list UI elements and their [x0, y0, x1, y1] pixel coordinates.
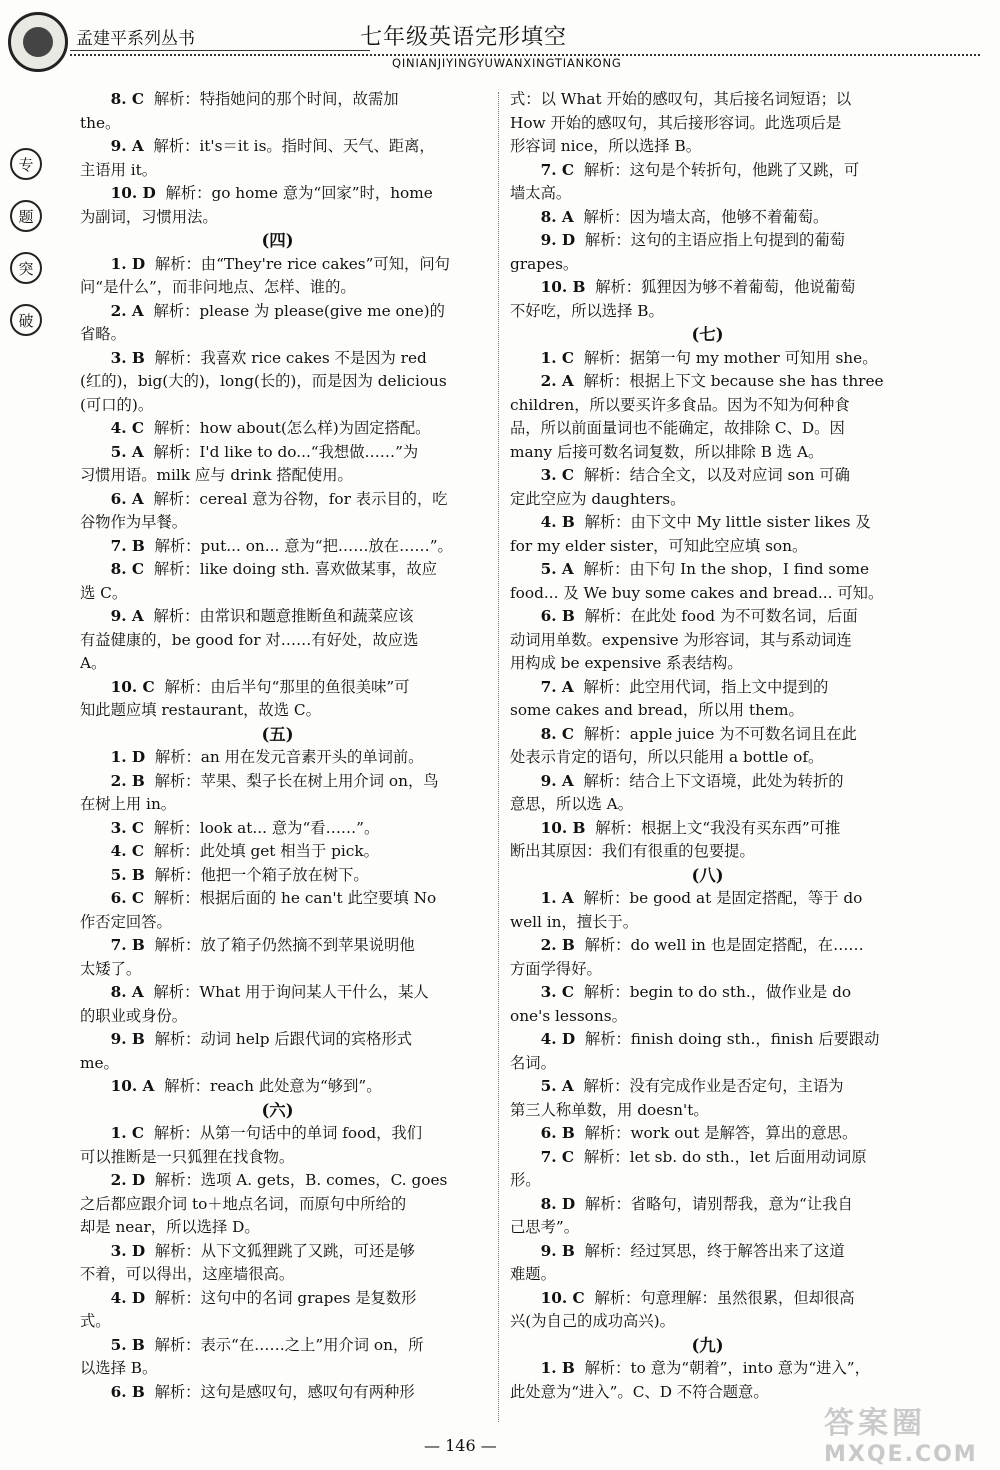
- series-name: 孟建平系列丛书: [76, 29, 195, 49]
- answer-item: [80, 1169, 475, 1193]
- answer-explanation: 解析：选项 A. gets，B. comes，C. goes: [154, 1171, 448, 1189]
- answer-item: [80, 488, 475, 512]
- watermark-logo: [824, 1398, 984, 1467]
- explanation-continuation: 兴(为自己的成功高兴)。: [510, 1312, 675, 1330]
- explanation-continuation: 可以推断是一只狐狸在找食物。: [80, 1147, 295, 1166]
- explanation-continuation: 为副词，习惯用法。: [80, 207, 218, 226]
- answer-choice: 5. A: [540, 560, 574, 578]
- answer-item: [80, 1381, 475, 1405]
- answer-choice: 2. B: [110, 771, 145, 790]
- explanation-continuation: (可口的)。: [80, 395, 154, 414]
- book-title-pinyin: QINIANJIYINGYUWANXINGTIANKONG: [392, 56, 622, 70]
- explanation-continuation: 知此题应填 restaurant，故选 C。: [80, 701, 321, 719]
- answer-explanation: 解析：因为墙太高，他够不着葡萄。: [583, 207, 829, 226]
- answer-explanation: 解析：an 用在发元音素开头的单词前。: [154, 748, 424, 766]
- answer-item: [80, 817, 475, 841]
- explanation-continuation: 第三人称单数，用 doesn't。: [510, 1100, 709, 1119]
- answer-explanation: 解析：What 用于询问某人干什么，某人: [153, 983, 429, 1001]
- explanation-continuation: 形。: [510, 1171, 541, 1189]
- answer-explanation: 解析：狐狸因为够不着葡萄，他说葡萄: [595, 278, 856, 296]
- answer-explanation: 解析：特指她问的那个时间，故需加: [153, 90, 399, 108]
- explanation-continuation: 此处意为“进入”。C、D 不符合题意。: [510, 1382, 769, 1401]
- header-rule: [70, 50, 370, 51]
- answer-choice: 3. B: [110, 348, 145, 367]
- answer-choice: 9. A: [540, 771, 574, 790]
- explanation-continuation: 意思，所以选 A。: [510, 795, 633, 813]
- explanation-continuation: 的职业或身份。: [80, 1006, 188, 1025]
- answer-explanation: 解析：我喜欢 rice cakes 不是因为 red: [154, 348, 427, 367]
- answer-explanation: 解析：这句是个转折句，他跳了又跳，可: [583, 160, 860, 179]
- explanation-continuation: 在树上用 in。: [80, 795, 177, 813]
- explanation-continuation: well in，擅长于。: [510, 912, 639, 931]
- answer-item: [510, 605, 905, 629]
- answer-item: [510, 229, 905, 253]
- explanation-continuation: 断出其原因：我们有很重的包要提。: [510, 842, 755, 860]
- answer-item: [510, 206, 905, 230]
- answer-item: [80, 1240, 475, 1264]
- answer-explanation: 解析：从下文狐狸跳了又跳，可还是够: [154, 1241, 415, 1260]
- answer-explanation: 解析：据第一句 my mother 可知用 she。: [583, 348, 878, 367]
- answer-item: [510, 770, 905, 794]
- answer-explanation: 解析：like doing sth. 喜欢做某事，故应: [153, 560, 438, 578]
- explanation-continuation: 主语用 it。: [80, 160, 158, 179]
- explanation-continuation: 名词。: [510, 1053, 556, 1072]
- answer-explanation: 解析：放了箱子仍然摘不到苹果说明他: [154, 936, 415, 954]
- answer-choice: 1. C: [540, 348, 575, 367]
- answer-choice: 5. A: [110, 442, 144, 461]
- answer-choice: 5. B: [110, 865, 145, 884]
- publisher-logo: [8, 12, 68, 72]
- answer-item: [510, 1146, 905, 1170]
- answer-choice: 4. B: [540, 513, 575, 531]
- answer-item: [80, 840, 475, 864]
- explanation-continuation: 之后都应跟介词 to＋地点名词，而原句中所给的: [80, 1194, 407, 1213]
- answer-item: [80, 1075, 475, 1099]
- answer-explanation: 解析：how about(怎么样)为固定搭配。: [153, 419, 431, 437]
- answer-choice: 7. C: [540, 1147, 575, 1166]
- explanation-continuation: 选 C。: [80, 583, 128, 602]
- answer-choice: 5. B: [110, 1335, 145, 1354]
- sidebar-char: 突: [10, 252, 42, 284]
- column-divider: [498, 92, 499, 1422]
- answer-item: [510, 676, 905, 700]
- topic-sidebar: [10, 148, 44, 356]
- answer-choice: 5. A: [540, 1077, 574, 1095]
- section-heading: (四): [261, 231, 294, 250]
- answer-explanation: 解析：没有完成作业是否定句，主语为: [583, 1077, 844, 1095]
- answer-item: [510, 347, 905, 371]
- answer-item: [510, 1357, 905, 1381]
- answer-explanation: 解析：这句是感叹句，感叹句有两种形: [154, 1382, 415, 1401]
- explanation-continuation: How 开始的感叹句，其后接形容词。此选项后是: [510, 113, 842, 132]
- answer-explanation: 解析：apple juice 为不可数名词且在此: [583, 724, 857, 743]
- answer-explanation: 解析：结合全文，以及对应词 son 可确: [583, 466, 850, 484]
- sidebar-char: 题: [10, 200, 42, 232]
- explanation-continuation: 以选择 B。: [80, 1359, 158, 1377]
- answer-choice: 7. B: [110, 936, 145, 954]
- answer-item: [510, 370, 905, 394]
- explanation-continuation: 难题。: [510, 1265, 556, 1283]
- explanation-continuation: 方面学得好。: [510, 959, 602, 978]
- answer-explanation: 解析：结合上下文语境，此处为转折的: [583, 771, 844, 790]
- answer-explanation: 解析：这句的主语应指上句提到的葡萄: [584, 231, 845, 249]
- answer-choice: 1. D: [110, 254, 146, 273]
- answer-item: [80, 300, 475, 324]
- answer-explanation: 解析：to 意为“朝着”，into 意为“进入”，: [584, 1359, 870, 1377]
- section-heading: (九): [691, 1335, 724, 1355]
- explanation-continuation: 己思考”。: [510, 1218, 580, 1236]
- answer-item: [510, 1075, 905, 1099]
- explanation-continuation: me。: [80, 1053, 119, 1072]
- answer-item: [80, 746, 475, 770]
- explanation-continuation: 式：以 What 开始的感叹句，其后接名词短语；以: [510, 90, 852, 108]
- answer-choice: 10. A: [110, 1077, 155, 1095]
- answer-choice: 10. D: [110, 184, 156, 202]
- answer-explanation: 解析：work out 是解答，算出的意思。: [584, 1124, 858, 1142]
- answer-explanation: 解析：begin to do sth.，做作业是 do: [583, 983, 852, 1001]
- explanation-continuation: 省略。: [80, 325, 126, 343]
- answer-item: [510, 1122, 905, 1146]
- answer-item: [510, 464, 905, 488]
- answer-choice: 2. A: [540, 372, 574, 390]
- answer-choice: 3. C: [540, 983, 575, 1001]
- answer-item: [510, 817, 905, 841]
- answer-choice: 6. B: [540, 1124, 575, 1142]
- answer-item: [80, 981, 475, 1005]
- answer-item: [80, 605, 475, 629]
- explanation-continuation: for my elder sister，可知此空应填 son。: [510, 536, 808, 555]
- explanation-continuation: (红的)，big(大的)，long(长的)，而是因为 delicious: [80, 372, 447, 390]
- explanation-continuation: 品，所以前面量词也不能确定，故排除 C、D。因: [510, 419, 845, 437]
- answer-explanation: 解析：please 为 please(give me one)的: [153, 301, 445, 320]
- answer-item: [80, 417, 475, 441]
- answer-item: [510, 159, 905, 183]
- explanation-continuation: 墙太高。: [510, 184, 572, 202]
- answer-explanation: 解析：由下文中 My little sister likes 及: [584, 513, 871, 531]
- explanation-continuation: 太矮了。: [80, 959, 142, 978]
- explanation-continuation: A。: [80, 654, 107, 672]
- watermark-url: MXQE.COM: [824, 1442, 978, 1467]
- answer-explanation: 解析：由常识和题意推断鱼和蔬菜应该: [153, 607, 414, 625]
- answer-choice: 9. D: [540, 231, 576, 249]
- answer-explanation: 解析：在此处 food 为不可数名词，后面: [584, 607, 858, 625]
- answer-explanation: 解析：let sb. do sth.，let 后面用动词原: [583, 1147, 867, 1166]
- answer-choice: 8. C: [110, 560, 145, 578]
- explanation-continuation: grapes。: [510, 254, 579, 273]
- answer-item: [510, 887, 905, 911]
- answer-choice: 8. C: [540, 724, 575, 743]
- answer-explanation: 解析：I'd like to do...“我想做……”为: [153, 442, 419, 461]
- answer-item: [510, 981, 905, 1005]
- answer-explanation: 解析：由“They're rice cakes”可知，问句: [154, 254, 450, 273]
- answer-item: [510, 1287, 905, 1311]
- answer-explanation: 解析：省略句，请别帮我，意为“让我自: [584, 1194, 853, 1213]
- answer-choice: 4. C: [110, 842, 145, 860]
- answer-explanation: 解析：put... on... 意为“把……放在……”。: [154, 536, 453, 555]
- answer-explanation: 解析：动词 help 后跟代词的宾格形式: [154, 1030, 413, 1048]
- explanation-continuation: 形容词 nice，所以选择 B。: [510, 137, 702, 155]
- answer-item: [80, 934, 475, 958]
- sidebar-char: 破: [10, 304, 42, 336]
- explanation-continuation: some cakes and bread，所以用 them。: [510, 701, 804, 719]
- explanation-continuation: 动词用单数。expensive 为形容词，其与系动词连: [510, 630, 852, 649]
- explanation-continuation: the。: [80, 113, 121, 132]
- answer-explanation: 解析：由下句 In the shop，I find some: [583, 560, 870, 578]
- explanation-continuation: 习惯用语。milk 应与 drink 搭配使用。: [80, 466, 353, 484]
- answer-explanation: 解析：苹果、梨子长在树上用介词 on，鸟: [154, 771, 439, 790]
- answer-item: [80, 441, 475, 465]
- answer-explanation: 解析：他把一个箱子放在树下。: [154, 865, 369, 884]
- answer-item: [80, 887, 475, 911]
- explanation-continuation: 问“是什么”，而非问地点、怎样、谁的。: [80, 278, 356, 296]
- answer-choice: 6. B: [540, 607, 575, 625]
- answer-choice: 10. C: [110, 677, 155, 696]
- answer-explanation: 解析：be good at 是固定搭配，等于 do: [583, 889, 863, 907]
- answer-explanation: 解析：根据上下文 because she has three: [583, 372, 884, 390]
- answer-explanation: 解析：finish doing sth.，finish 后要跟动: [584, 1030, 880, 1048]
- answer-choice: 7. B: [110, 536, 145, 555]
- answer-item: [510, 1193, 905, 1217]
- answer-item: [510, 1240, 905, 1264]
- explanation-continuation: children，所以要买许多食品。因为不知为何种食: [510, 395, 850, 414]
- answer-explanation: 解析：根据后面的 he can't 此空要填 No: [153, 889, 437, 907]
- answer-choice: 3. C: [540, 466, 575, 484]
- answer-item: [80, 182, 475, 206]
- answer-choice: 4. D: [110, 1288, 146, 1307]
- answer-column-left: [80, 88, 475, 1404]
- answer-explanation: 解析：表示“在……之上”用介词 on，所: [154, 1335, 424, 1354]
- answer-explanation: 解析：go home 意为“回家”时，home: [165, 184, 433, 202]
- answer-explanation: 解析：由后半句“那里的鱼很美味”可: [164, 677, 410, 696]
- explanation-continuation: 不好吃，所以选择 B。: [510, 301, 664, 320]
- answer-choice: 2. D: [110, 1171, 146, 1189]
- answer-choice: 2. B: [540, 936, 575, 954]
- answer-item: [80, 535, 475, 559]
- answer-item: [510, 558, 905, 582]
- explanation-continuation: 有益健康的，be good for 对……有好处，故应选: [80, 630, 419, 649]
- answer-explanation: 解析：句意理解：虽然很累，但却很高: [594, 1288, 855, 1307]
- answer-choice: 8. A: [540, 207, 574, 226]
- answer-item: [80, 770, 475, 794]
- answer-item: [510, 1028, 905, 1052]
- explanation-continuation: 定此空应为 daughters。: [510, 489, 686, 508]
- explanation-continuation: 却是 near，所以选择 D。: [80, 1218, 260, 1236]
- answer-choice: 8. A: [110, 983, 144, 1001]
- explanation-continuation: one's lessons。: [510, 1006, 627, 1025]
- explanation-continuation: many 后接可数名词复数，所以排除 B 选 A。: [510, 442, 824, 461]
- answer-item: [80, 253, 475, 277]
- answer-choice: 1. A: [540, 889, 574, 907]
- page-number: — 146 —: [424, 1436, 497, 1455]
- page-header: [0, 0, 1000, 80]
- answer-item: [510, 511, 905, 535]
- answer-choice: 2. A: [110, 301, 144, 320]
- answer-choice: 6. A: [110, 489, 144, 508]
- answer-choice: 4. C: [110, 419, 145, 437]
- answer-explanation: 解析：do well in 也是固定搭配，在……: [584, 936, 864, 954]
- answer-choice: 10. B: [540, 278, 586, 296]
- explanation-continuation: 用构成 be expensive 系表结构。: [510, 654, 743, 672]
- answer-explanation: 解析：这句中的名词 grapes 是复数形: [154, 1288, 417, 1307]
- answer-choice: 7. A: [540, 677, 574, 696]
- answer-choice: 9. B: [110, 1030, 145, 1048]
- answer-item: [80, 1122, 475, 1146]
- answer-choice: 3. D: [110, 1241, 146, 1260]
- answer-choice: 1. C: [110, 1124, 145, 1142]
- answer-item: [510, 934, 905, 958]
- section-heading: (五): [261, 724, 294, 744]
- answer-choice: 7. C: [540, 160, 575, 179]
- answer-item: [510, 276, 905, 300]
- answer-item: [80, 1334, 475, 1358]
- answer-item: [80, 1028, 475, 1052]
- answer-item: [510, 723, 905, 747]
- explanation-continuation: 作否定回答。: [80, 912, 172, 931]
- answer-item: [80, 864, 475, 888]
- answer-column-right: [510, 88, 905, 1404]
- explanation-continuation: 式。: [80, 1312, 111, 1330]
- answer-choice: 10. B: [540, 818, 586, 837]
- answer-item: [80, 88, 475, 112]
- answer-choice: 1. B: [540, 1359, 575, 1377]
- answer-choice: 8. D: [540, 1194, 576, 1213]
- answer-choice: 4. D: [540, 1030, 576, 1048]
- answer-explanation: 解析：look at... 意为“看……”。: [153, 818, 380, 837]
- answer-choice: 10. C: [540, 1288, 585, 1307]
- answer-choice: 6. C: [110, 889, 145, 907]
- answer-choice: 1. D: [110, 748, 146, 766]
- watermark-text: 答案圈: [824, 1406, 926, 1441]
- answer-explanation: 解析：此空用代词，指上文中提到的: [583, 677, 829, 696]
- answer-item: [80, 676, 475, 700]
- answer-choice: 6. B: [110, 1382, 145, 1401]
- answer-explanation: 解析：从第一句话中的单词 food，我们: [153, 1124, 423, 1142]
- section-heading: (八): [691, 865, 724, 885]
- answer-explanation: 解析：此处填 get 相当于 pick。: [153, 842, 379, 860]
- answer-choice: 9. A: [110, 137, 144, 155]
- answer-choice: 3. C: [110, 818, 145, 837]
- section-heading: (七): [691, 325, 724, 344]
- answer-explanation: 解析：cereal 意为谷物，for 表示目的，吃: [153, 489, 448, 508]
- answer-explanation: 解析：根据上文“我没有买东西”可推: [595, 818, 841, 837]
- answer-explanation: 解析：经过冥思，终于解答出来了这道: [584, 1241, 845, 1260]
- answer-choice: 8. C: [110, 90, 145, 108]
- answer-item: [80, 135, 475, 159]
- answer-item: [80, 558, 475, 582]
- answer-item: [80, 347, 475, 371]
- explanation-continuation: food... 及 We buy some cakes and bread... 可知。: [510, 583, 884, 602]
- section-heading: (六): [261, 1100, 294, 1120]
- answer-item: [80, 1287, 475, 1311]
- answer-explanation: 解析：reach 此处意为“够到”。: [164, 1077, 382, 1095]
- book-title: 七年级英语完形填空: [360, 25, 568, 50]
- answer-choice: 9. A: [110, 607, 144, 625]
- sidebar-char: 专: [10, 148, 42, 180]
- explanation-continuation: 不着，可以得出，这座墙很高。: [80, 1265, 295, 1283]
- explanation-continuation: 谷物作为早餐。: [80, 513, 188, 531]
- explanation-continuation: 处表示肯定的语句，所以只能用 a bottle of。: [510, 748, 824, 766]
- answer-choice: 9. B: [540, 1241, 575, 1260]
- answer-explanation: 解析：it's＝it is。指时间、天气、距离，: [153, 137, 435, 155]
